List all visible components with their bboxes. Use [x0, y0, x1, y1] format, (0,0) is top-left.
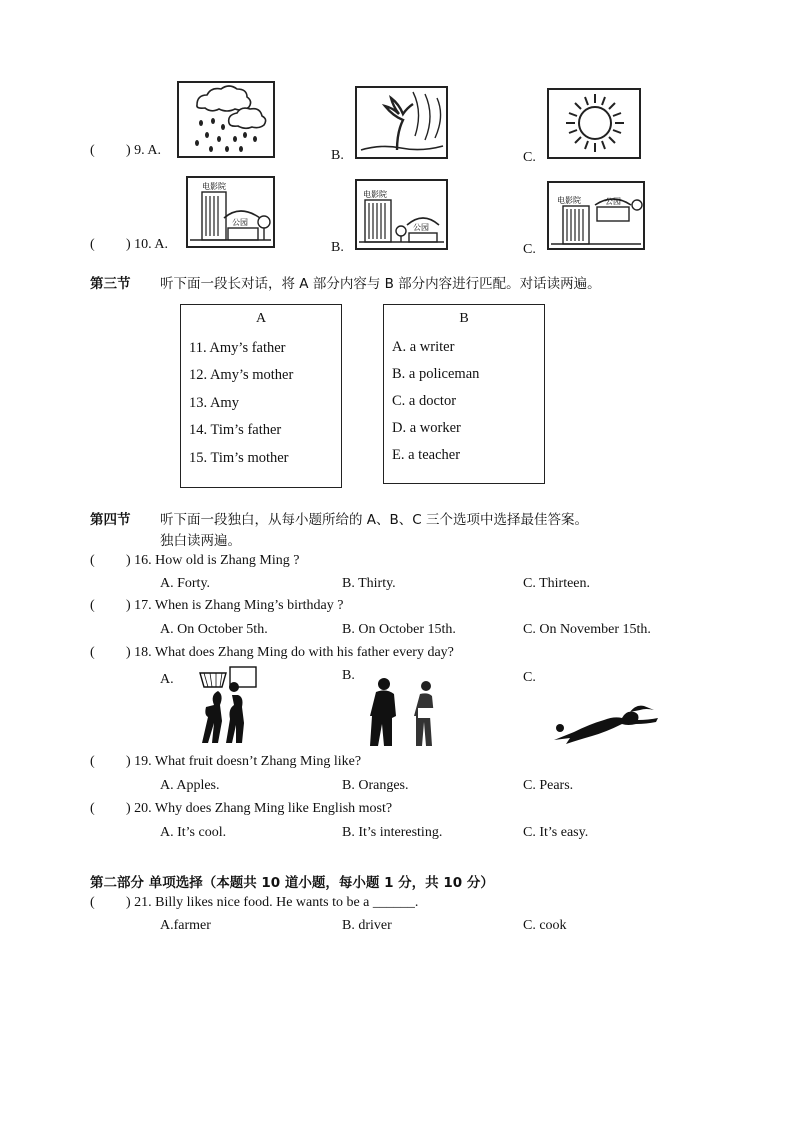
section3-instruction: 听下面一段长对话，将 A 部分内容与 B 部分内容进行匹配。对话读两遍。 — [160, 276, 601, 292]
sunny-picture — [547, 88, 641, 159]
q9-option-b-label: B. — [331, 148, 344, 163]
park-label: 公园 — [232, 218, 248, 227]
column-b-item: C. a doctor — [392, 393, 457, 409]
column-b-item: B. a policeman — [392, 366, 480, 382]
q16-option-b: B. Thirty. — [342, 576, 396, 591]
q18-option-a-label: A. — [160, 672, 174, 687]
question-number — [126, 237, 168, 253]
answer-paren-close: ) — [126, 143, 131, 158]
cinema-label: 电影院 — [557, 196, 581, 205]
windy-picture — [355, 86, 448, 159]
q10-option-c-label: C. — [523, 242, 536, 257]
q17-option-b: B. On October 15th. — [342, 622, 456, 637]
column-b-item: E. a teacher — [392, 447, 461, 463]
q17-option-c: C. On November 15th. — [523, 622, 651, 637]
section3-title: 第三节 — [90, 276, 131, 292]
column-a-item: 13. Amy — [189, 395, 239, 411]
q10-option-a-label: A. — [154, 237, 169, 252]
answer-paren-open: ( — [90, 895, 95, 910]
cinema-label: 电影院 — [363, 190, 387, 199]
q9-number: 9. — [134, 143, 145, 158]
q20-option-a: A. It’s cool. — [160, 825, 227, 840]
answer-paren-open: ( — [90, 553, 95, 568]
matching-column-b — [383, 304, 545, 484]
q19-option-c: C. Pears. — [523, 778, 574, 793]
q17-option-a: A. On October 5th. — [160, 622, 268, 637]
answer-paren-open: ( — [90, 598, 95, 613]
column-b-item: A. a writer — [392, 339, 455, 355]
column-b-item: D. a worker — [392, 420, 461, 436]
section4-instruction-line2: 独白读两遍。 — [160, 533, 241, 549]
basketball-picture — [190, 665, 260, 745]
q10-number: 10. — [134, 237, 152, 252]
park-label: 公园 — [413, 223, 429, 232]
answer-paren-open: ( — [90, 645, 95, 660]
cinema-label: 电影院 — [202, 182, 226, 191]
answer-paren-open: ( — [90, 237, 95, 252]
column-b-header: B — [459, 311, 469, 326]
column-a-header: A — [255, 311, 267, 326]
answer-paren-open: ( — [90, 754, 95, 769]
column-a-item: 12. Amy’s mother — [189, 367, 294, 383]
q20-option-c: C. It’s easy. — [523, 825, 589, 840]
answer-paren-open: ( — [90, 801, 95, 816]
park-label: 公园 — [605, 197, 621, 206]
answer-paren-close: ) — [126, 237, 131, 252]
cinema-park-picture-a — [186, 176, 275, 248]
swimming-picture — [552, 700, 660, 746]
column-a-item: 11. Amy’s father — [189, 340, 286, 356]
q10-option-b-label: B. — [331, 240, 344, 255]
q20-option-b: B. It’s interesting. — [342, 825, 443, 840]
section4-title: 第四节 — [90, 512, 131, 528]
question-19: ) 19. What fruit doesn’t Zhang Ming like? — [126, 754, 362, 769]
q21-option-c: C. cook — [523, 918, 567, 933]
question-17: ) 17. When is Zhang Ming’s birthday ? — [126, 598, 344, 613]
q16-option-a: A. Forty. — [160, 576, 211, 591]
q21-option-a: A.farmer — [160, 918, 211, 933]
cinema-park-picture-c — [547, 181, 645, 250]
answer-paren-open: ( — [90, 143, 95, 158]
q18-option-c-label: C. — [523, 670, 536, 685]
q9-option-a-label: A. — [147, 143, 162, 158]
q18-option-b-label: B. — [342, 668, 355, 683]
column-a-item: 15. Tim’s mother — [189, 450, 289, 466]
cinema-park-picture-b — [355, 179, 448, 250]
column-a-item: 14. Tim’s father — [189, 422, 282, 438]
running-picture — [368, 676, 444, 750]
q9-option-c-label: C. — [523, 150, 536, 165]
question-20: ) 20. Why does Zhang Ming like English most? — [126, 801, 393, 816]
rain-picture — [177, 81, 275, 158]
q21-option-b: B. driver — [342, 918, 392, 933]
matching-column-a — [180, 304, 342, 488]
section4-instruction: 听下面一段独白，从每小题所给的 A、B、C 三个选项中选择最佳答案。 — [160, 512, 589, 528]
question-21: ) 21. Billy likes nice food. He wants to be a ______. — [126, 895, 419, 910]
question-number — [126, 143, 161, 159]
part2-title: 第二部分 单项选择（本题共 10 道小题，每小题 1 分，共 10 分） — [90, 875, 494, 891]
q19-option-b: B. Oranges. — [342, 778, 409, 793]
question-18: ) 18. What does Zhang Ming do with his father every day? — [126, 645, 454, 660]
q19-option-a: A. Apples. — [160, 778, 220, 793]
question-16: ) 16. How old is Zhang Ming ? — [126, 553, 300, 568]
q16-option-c: C. Thirteen. — [523, 576, 591, 591]
